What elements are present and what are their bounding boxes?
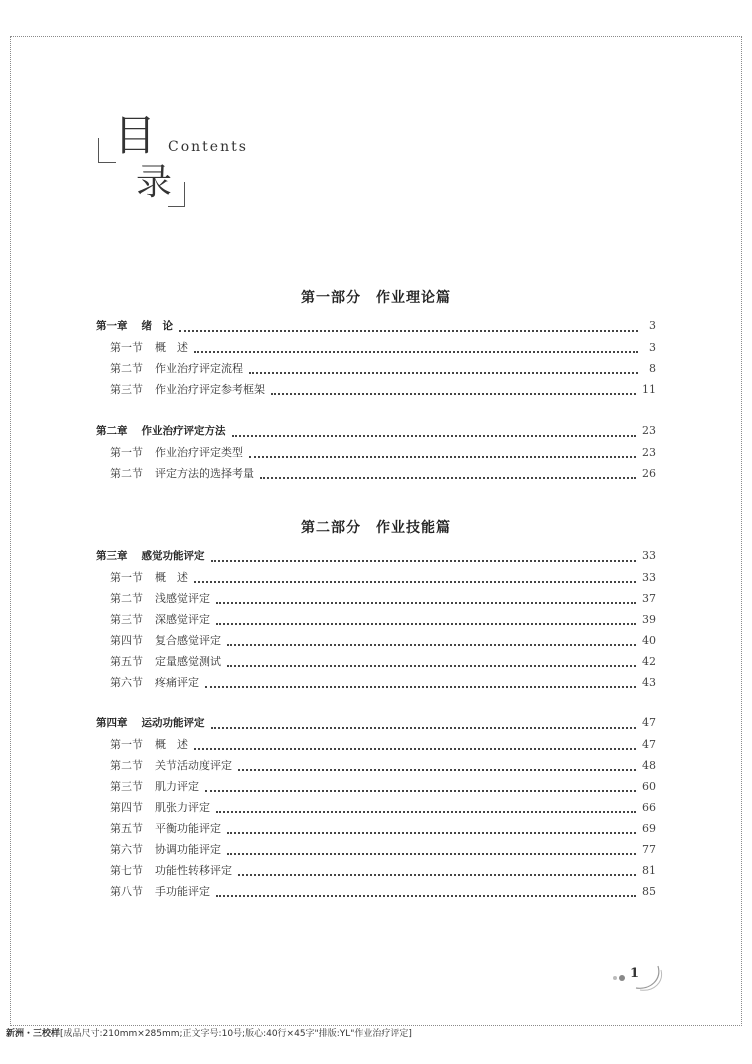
section-title: 概 述 xyxy=(155,571,188,584)
contents-label: Contents xyxy=(168,139,248,155)
section-title: 概 述 xyxy=(155,341,188,354)
section-number: 第八节 xyxy=(110,885,143,898)
page-ref: 11 xyxy=(642,383,656,396)
leader-dots xyxy=(216,622,636,625)
section-number: 第六节 xyxy=(110,676,143,689)
section-number: 第六节 xyxy=(110,843,143,856)
section-title: 肌张力评定 xyxy=(155,801,210,814)
toc-section[interactable] xyxy=(96,339,656,357)
toc-chapter[interactable] xyxy=(96,318,656,336)
page-ref: 23 xyxy=(642,424,656,437)
toc-section[interactable] xyxy=(96,757,656,775)
page-ref: 37 xyxy=(642,592,656,605)
toc-section[interactable] xyxy=(96,736,656,754)
leader-dots xyxy=(232,434,637,437)
page-ref: 47 xyxy=(642,738,656,751)
toc-section[interactable] xyxy=(96,360,656,378)
section-number: 第五节 xyxy=(110,655,143,668)
page-ref: 81 xyxy=(642,864,656,877)
chapter-number: 第二章 xyxy=(96,425,128,437)
leader-dots xyxy=(260,476,636,479)
toc-section[interactable] xyxy=(96,674,656,692)
leader-dots xyxy=(216,601,636,604)
section-title: 协调功能评定 xyxy=(155,843,221,856)
section-number: 第一节 xyxy=(110,446,143,459)
page-ref: 8 xyxy=(649,362,656,375)
leader-dots xyxy=(271,392,636,395)
section-title: 平衡功能评定 xyxy=(155,822,221,835)
section-number: 第四节 xyxy=(110,801,143,814)
chapter-number: 第一章 xyxy=(96,320,128,332)
page-ref: 39 xyxy=(642,613,656,626)
toc-section[interactable] xyxy=(96,841,656,859)
toc-section[interactable] xyxy=(96,465,656,483)
section-number: 第五节 xyxy=(110,822,143,835)
toc-chapter[interactable] xyxy=(96,423,656,441)
section-title: 浅感觉评定 xyxy=(155,592,210,605)
section-title: 评定方法的选择考量 xyxy=(155,467,254,480)
leader-dots xyxy=(227,852,636,855)
chapter-title: 感觉功能评定 xyxy=(141,550,205,562)
toc-section[interactable] xyxy=(96,778,656,796)
title-bracket-right xyxy=(184,182,185,206)
title-bracket-left xyxy=(98,138,99,162)
title-char-mu: 目 xyxy=(114,111,157,160)
section-number: 第二节 xyxy=(110,592,143,605)
toc-section[interactable] xyxy=(96,862,656,880)
page-ref: 85 xyxy=(642,885,656,898)
page-ref: 48 xyxy=(642,759,656,772)
section-title: 手功能评定 xyxy=(155,885,210,898)
chapter-title: 运动功能评定 xyxy=(141,717,205,729)
toc-section[interactable] xyxy=(96,653,656,671)
leader-dots xyxy=(216,810,636,813)
page-ref: 26 xyxy=(642,467,656,480)
page-ref: 3 xyxy=(649,319,656,332)
leader-dots xyxy=(227,643,636,646)
section-title: 疼痛评定 xyxy=(155,676,199,689)
page-ref: 40 xyxy=(642,634,656,647)
page-ref: 69 xyxy=(642,822,656,835)
toc-chapter[interactable] xyxy=(96,715,656,733)
page-ref: 42 xyxy=(642,655,656,668)
part-title: 第一部分 作业理论篇 xyxy=(301,290,451,306)
leader-dots xyxy=(249,371,638,374)
toc-section[interactable] xyxy=(96,381,656,399)
section-number: 第一节 xyxy=(110,738,143,751)
section-number: 第二节 xyxy=(110,467,143,480)
chapter-title: 作业治疗评定方法 xyxy=(141,425,226,437)
page-ref: 66 xyxy=(642,801,656,814)
ornament-dots-icon xyxy=(612,973,630,983)
toc-section[interactable] xyxy=(96,883,656,901)
footer-spec: [成品尺寸:210mm×285mm;正文字号:10号;版心:40行×45字"排版:YL"作业治疗评定] xyxy=(60,1029,412,1039)
section-title: 肌力评定 xyxy=(155,780,199,793)
section-number: 第二节 xyxy=(110,362,143,375)
leader-dots xyxy=(227,664,636,667)
leader-dots xyxy=(216,894,636,897)
page-ref: 47 xyxy=(642,716,656,729)
title-char-lu: 录 xyxy=(136,162,173,203)
page-ref: 77 xyxy=(642,843,656,856)
part-title: 第二部分 作业技能篇 xyxy=(301,520,451,536)
leader-dots xyxy=(227,831,636,834)
page-ref: 33 xyxy=(642,549,656,562)
chapter-number: 第四章 xyxy=(96,717,128,729)
page-ref: 23 xyxy=(642,446,656,459)
section-number: 第一节 xyxy=(110,571,143,584)
page-ref: 3 xyxy=(649,341,656,354)
section-title: 作业治疗评定类型 xyxy=(155,446,243,459)
toc-section[interactable] xyxy=(96,632,656,650)
leader-dots xyxy=(179,329,638,332)
section-title: 关节活动度评定 xyxy=(155,759,232,772)
leader-dots xyxy=(194,580,636,583)
toc-section[interactable] xyxy=(96,444,656,462)
section-title: 功能性转移评定 xyxy=(155,864,232,877)
leader-dots xyxy=(205,789,636,792)
page-ref: 60 xyxy=(642,780,656,793)
page-number: 1 xyxy=(630,966,640,981)
leader-dots xyxy=(194,747,636,750)
toc-chapter[interactable] xyxy=(96,548,656,566)
section-number: 第三节 xyxy=(110,383,143,396)
toc-section[interactable] xyxy=(96,820,656,838)
toc-section[interactable] xyxy=(96,611,656,629)
leader-dots xyxy=(238,768,636,771)
section-number: 第三节 xyxy=(110,613,143,626)
leader-dots xyxy=(211,726,637,729)
leader-dots xyxy=(194,350,638,353)
section-title: 复合感觉评定 xyxy=(155,634,221,647)
leader-dots xyxy=(205,685,636,688)
leader-dots xyxy=(238,873,636,876)
section-number: 第四节 xyxy=(110,634,143,647)
section-title: 深感觉评定 xyxy=(155,613,210,626)
section-title: 作业治疗评定参考框架 xyxy=(155,383,265,396)
toc-section[interactable] xyxy=(96,569,656,587)
section-title: 作业治疗评定流程 xyxy=(155,362,243,375)
toc-section[interactable] xyxy=(96,590,656,608)
title-bracket-left-foot xyxy=(98,162,116,163)
toc-section[interactable] xyxy=(96,799,656,817)
page-ref: 43 xyxy=(642,676,656,689)
print-footer xyxy=(6,1026,412,1039)
title-bracket-right-foot xyxy=(168,206,185,207)
page-ref: 33 xyxy=(642,571,656,584)
leader-dots xyxy=(249,455,636,458)
chapter-title: 绪 论 xyxy=(141,320,173,332)
footer-brand: 新洲・三校样 xyxy=(6,1029,61,1039)
section-title: 定量感觉测试 xyxy=(155,655,221,668)
section-title: 概 述 xyxy=(155,738,188,751)
chapter-number: 第三章 xyxy=(96,550,128,562)
leader-dots xyxy=(211,559,637,562)
section-number: 第二节 xyxy=(110,759,143,772)
section-number: 第一节 xyxy=(110,341,143,354)
section-number: 第七节 xyxy=(110,864,143,877)
section-number: 第三节 xyxy=(110,780,143,793)
